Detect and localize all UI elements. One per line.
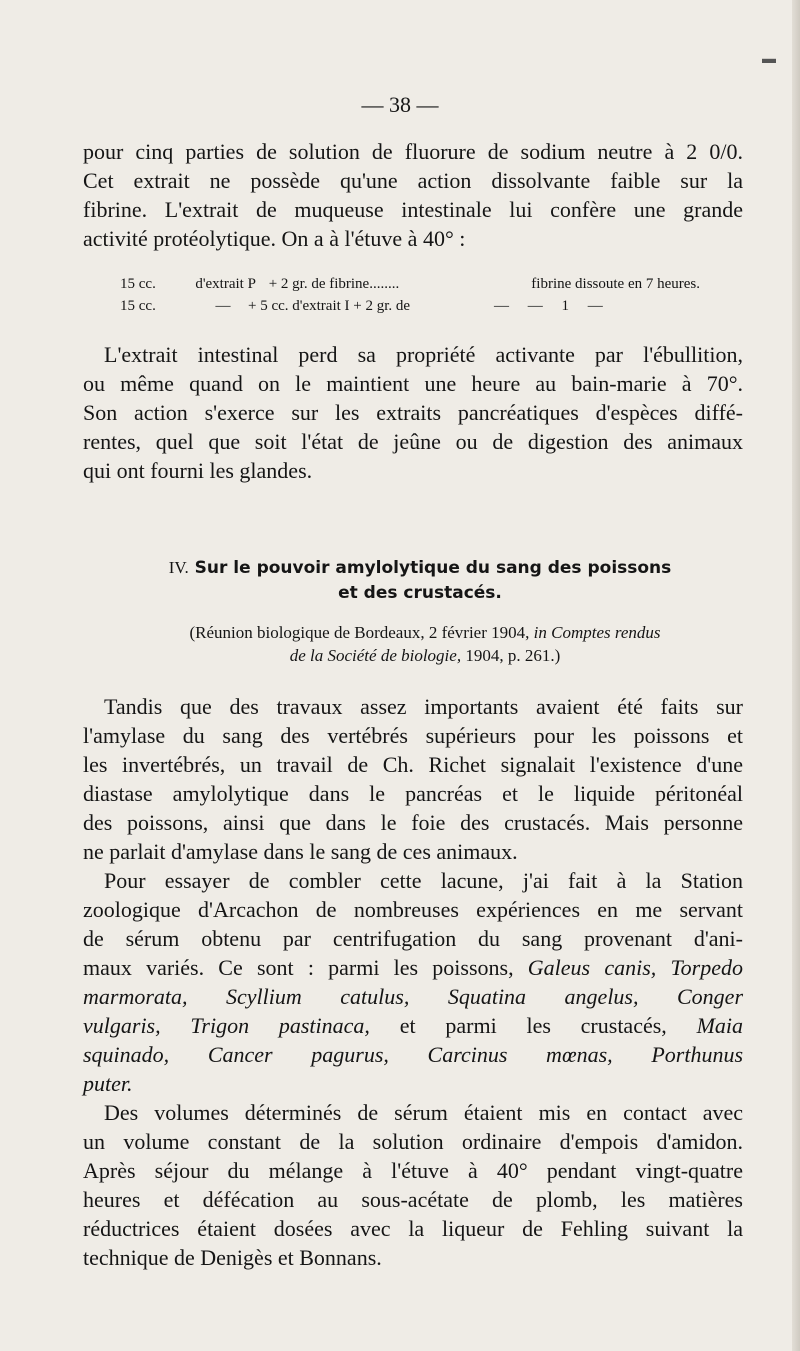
species-name: Porthunus	[651, 1042, 744, 1067]
volume-cell: 15 cc.	[120, 298, 156, 314]
section-title-line: et des crustacés.	[338, 583, 502, 603]
species-name: Squatina angelus,	[447, 984, 639, 1009]
section-number: IV.	[168, 558, 189, 577]
text-line	[83, 1011, 743, 1040]
species-name: Trigon pastinaca,	[190, 1013, 370, 1038]
text-line: Pour essayer de combler cette lacune, j'ai fait à la Station	[104, 868, 743, 893]
species-name: puter.	[83, 1071, 133, 1096]
text-line: pour cinq parties de solution de fluorure de sodium neutre à 2 0/0.	[83, 139, 743, 164]
text-line: L'extrait intestinal perd sa propriété activante par l'ébullition,	[104, 342, 743, 367]
citation-line	[110, 644, 740, 667]
species-name: marmorata,	[83, 984, 188, 1009]
text-line: zoologique d'Arcachon de nombreuses expériences en me servant	[83, 897, 743, 922]
species-name: Cancer pagurus,	[207, 1042, 389, 1067]
text-line: Après séjour du mélange à l'étuve à 40° pendant vingt-quatre	[83, 1158, 743, 1183]
agent-cell: —	[215, 298, 231, 314]
citation-journal: de la Société de biologie,	[289, 646, 462, 665]
paragraph-species	[83, 866, 743, 1098]
citation-suffix: 1904, p. 261.)	[465, 646, 561, 665]
species-name: Scyllium catulus,	[226, 984, 410, 1009]
citation-line	[110, 621, 740, 644]
text-line	[83, 953, 743, 982]
text-line	[83, 982, 743, 1011]
citation-prefix: (Réunion biologique de Bordeaux, 2 février 1904,	[189, 623, 530, 642]
print-speck: ▬	[762, 52, 776, 67]
citation	[110, 621, 740, 667]
species-name: Maia	[696, 1013, 744, 1038]
text-line: un volume constant de la solution ordinaire d'empois d'amidon.	[83, 1129, 743, 1154]
species-name: squinado,	[83, 1042, 170, 1067]
text-line: activité protéolytique. On a à l'étuve à 40° :	[83, 226, 466, 251]
quantity-cell: + 2 gr. de fibrine........	[268, 276, 400, 292]
species-name: Torpedo	[670, 955, 744, 980]
body-text	[83, 692, 743, 1272]
text-line	[83, 1069, 743, 1098]
text-line: ou même quand on le maintient une heure au bain-marie à 70°.	[83, 371, 743, 396]
citation-journal: Comptes rendus	[551, 623, 661, 642]
paragraph-intro	[83, 137, 743, 253]
paragraph-background	[83, 692, 743, 866]
page-number: — 38 —	[361, 92, 439, 117]
species-name: Conger	[677, 984, 743, 1009]
table-row	[120, 295, 700, 317]
text-line: Son action s'exerce sur les extraits pancréatiques d'espèces diffé-	[83, 400, 743, 425]
experiment-table	[120, 273, 700, 317]
text-line: heures et défécation au sous-acétate de plomb, les matières	[83, 1187, 743, 1212]
text-line	[83, 1040, 743, 1069]
species-name: Galeus canis,	[527, 955, 657, 980]
result-cell: — — 1 —	[494, 298, 603, 314]
text-line: ne parlait d'amylase dans le sang de ces animaux.	[83, 839, 518, 864]
text-line: Tandis que des travaux assez importants avaient été faits sur	[104, 694, 743, 719]
species-intro: maux variés. Ce sont : parmi les poissons,	[83, 955, 514, 980]
section-title-line	[100, 555, 740, 581]
text-line: de sérum obtenu par centrifugation du sang provenant d'ani-	[83, 926, 743, 951]
text-line: Des volumes déterminés de sérum étaient mis en contact avec	[104, 1100, 743, 1125]
text-line: les invertébrés, un travail de Ch. Richet signalait l'existence d'une	[83, 752, 743, 777]
species-name: Carcinus mœnas,	[427, 1042, 613, 1067]
text-line: diastase amylolytique dans le pancréas et le liquide péritonéal	[83, 781, 743, 806]
text-line: fibrine. L'extrait de muqueuse intestinale lui confère une grande	[83, 197, 743, 222]
text-line: qui ont fourni les glandes.	[83, 458, 313, 483]
volume-cell: 15 cc.	[120, 276, 156, 292]
quantity-cell: + 5 cc. d'extrait I + 2 gr. de	[248, 298, 411, 314]
text-line: l'amylase du sang des vertébrés supérieurs pour les poissons et	[83, 723, 743, 748]
citation-in: in	[533, 623, 547, 642]
section-title: Sur le pouvoir amylolytique du sang des poissons	[194, 558, 672, 578]
text-line: des poissons, ainsi que dans le foie des crustacés. Mais personne	[83, 810, 743, 835]
text-line: rentes, quel que soit l'état de jeûne ou de digestion des animaux	[83, 429, 743, 454]
text-line: technique de Denigès et Bonnans.	[83, 1245, 382, 1270]
result-cell: fibrine dissoute en 7 heures.	[531, 276, 701, 292]
paragraph-method	[83, 1098, 743, 1272]
paragraph-boiling	[83, 340, 743, 485]
section-heading	[100, 555, 740, 606]
text-line: Cet extrait ne possède qu'une action dissolvante faible sur la	[83, 168, 743, 193]
species-connector: et parmi les crustacés,	[399, 1013, 667, 1038]
agent-cell: d'extrait P	[195, 276, 256, 292]
table-row	[120, 273, 700, 295]
species-name: vulgaris,	[83, 1013, 161, 1038]
page-edge-shadow	[792, 0, 800, 1351]
text-line: réductrices étaient dosées avec la liqueur de Fehling suivant la	[83, 1216, 743, 1241]
